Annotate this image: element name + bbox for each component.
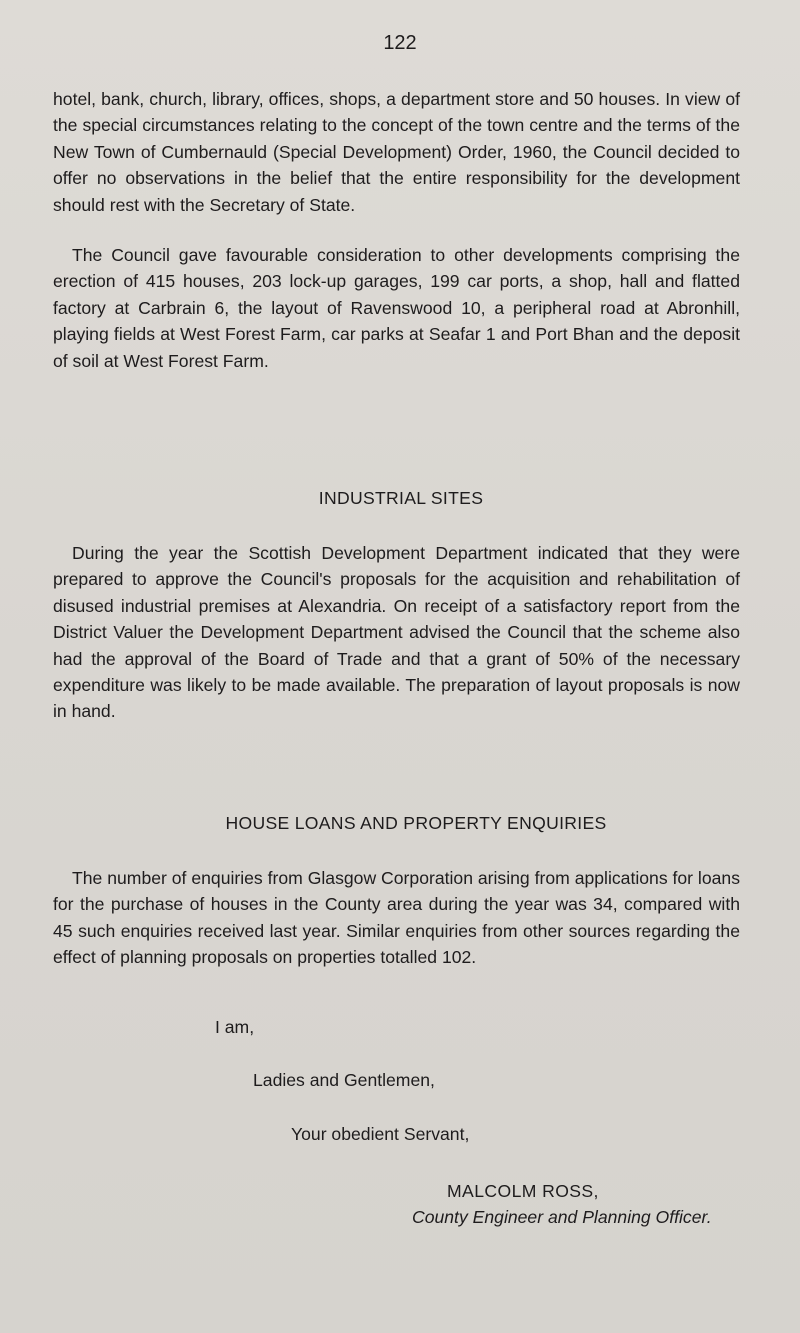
paragraph-house-loans: The number of enquiries from Glasgow Corporation arising from applications for loans for the purchase of houses in the County area during the year was 34, compared with 45 such enquiries received last year. Similar enquiries from other sources regarding the effect of planning proposals on properties totalled 102. xyxy=(53,868,740,968)
signer-title: County Engineer and Planning Officer. xyxy=(412,1207,712,1227)
signer-name: MALCOLM ROSS, xyxy=(447,1181,599,1201)
paragraph-industrial-sites: During the year the Scottish Development Department indicated that they were prepared to approve the Council's proposals for the acquisition and rehabilitation of disused industrial premises at Alexandria. On receipt of a satisfactory report from the District Valuer the Development Department advised the Council that the scheme also had the approval of the Board of Trade and that a grant of 50% of the necessary expenditure was likely to be made available. The preparation of layout proposals is now in hand. xyxy=(53,543,740,722)
paragraph-other-developments: The Council gave favourable consideration to other developments comprising the erection of 415 houses, 203 lock-up garages, 199 car ports, a shop, hall and flatted factory at Carbrain 6, the layout of Ravenswood 10, a peripheral road at Abronhill, playing fields at West Forest Farm, car parks at Seafar 1 and Port Bhan and the deposit of soil at West Forest Farm. xyxy=(53,245,740,371)
closing-i-am: I am, xyxy=(215,1017,255,1037)
heading-house-loans: HOUSE LOANS AND PROPERTY ENQUIRIES xyxy=(225,813,607,833)
closing-salutation: Ladies and Gentlemen, xyxy=(253,1070,435,1090)
closing-servant: Your obedient Servant, xyxy=(291,1124,470,1144)
page-number: 122 xyxy=(383,32,417,54)
heading-industrial-sites: INDUSTRIAL SITES xyxy=(318,488,484,508)
paragraph-town-centre: hotel, bank, church, library, offices, shops, a department store and 50 houses. In view of the special circumstances relating to the concept of the town centre and the terms of the New Town of Cumbernauld (Special Development) Order, 1960, the Council decided to offer no observations in the belief that the entire responsibility for the development should rest with the Secretary of State. xyxy=(53,89,740,215)
